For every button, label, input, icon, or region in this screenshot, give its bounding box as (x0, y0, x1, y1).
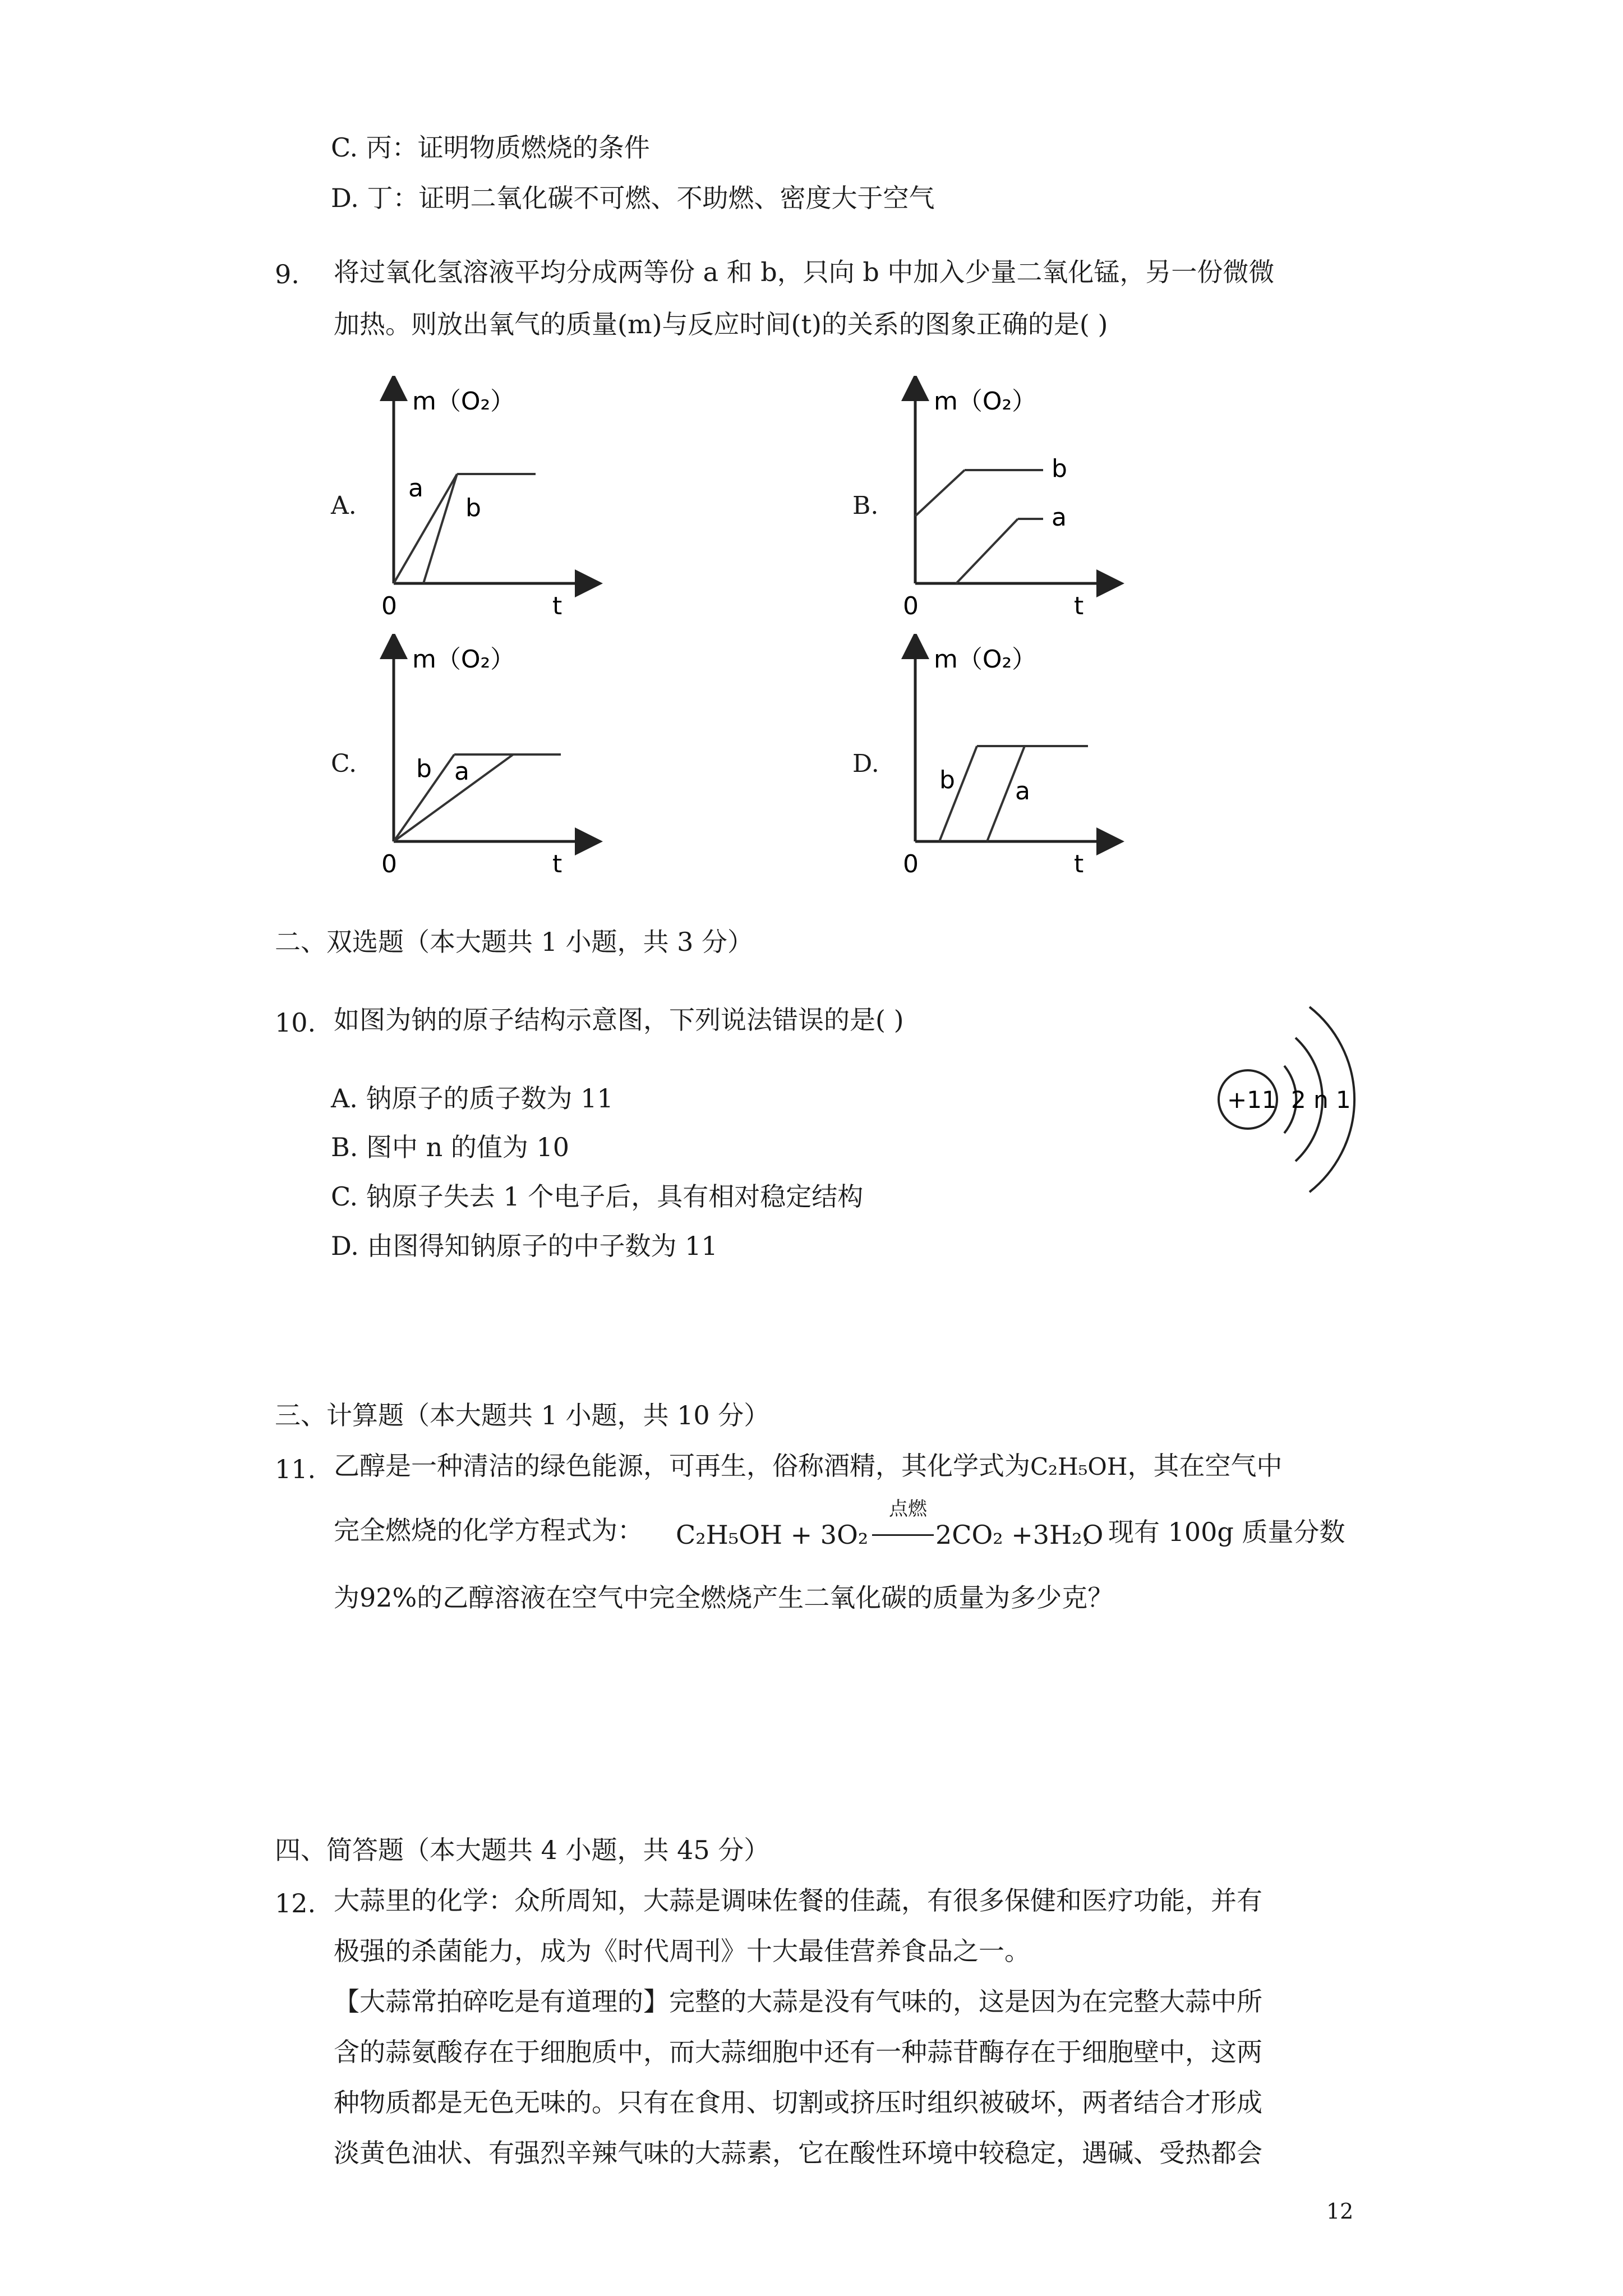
graph-d-option-label: D. (852, 749, 879, 778)
section-4-title: 四、简答题（本大题共 4 小题，共 45 分） (275, 1835, 770, 1865)
q12-line: 淡黄色油状、有强烈辛辣气味的大蒜素，它在酸性环境中较稳定，遇碱、受热都会 (334, 2138, 1262, 2168)
q10-option-a: A. 钠原子的质子数为 11 (331, 1083, 614, 1114)
q9-stem-line2: 加热。则放出氧气的质量(m)与反应时间(t)的关系的图象正确的是( ) (334, 309, 1108, 339)
electron-shell-counts: 2 n 1 (1291, 1086, 1351, 1114)
graph-a-x-label: t (552, 592, 562, 620)
graph-b-label-b: b (1052, 454, 1067, 483)
q11-line2 (334, 1517, 643, 1543)
graph-c-x-label: t (552, 850, 562, 878)
graph-c-label-a: a (454, 757, 469, 786)
graph-c-label-b: b (416, 754, 432, 783)
q10-number: 10. (275, 1007, 316, 1038)
graph-b (892, 376, 1127, 634)
equation-left: C₂H₅OH + 3O₂ (676, 1520, 869, 1550)
graph-a-label-a: a (408, 474, 423, 503)
q12-line: 极强的杀菌能力，成为《时代周刊》十大最佳营养食品之一。 (334, 1936, 1030, 1966)
sodium-atom-diagram (1211, 999, 1413, 1234)
q11-line1 (334, 1453, 1283, 1479)
graph-c (370, 634, 606, 892)
q10-stem: 如图为钠的原子结构示意图，下列说法错误的是( ) (334, 1005, 904, 1035)
q9-stem-line1: 将过氧化氢溶液平均分成两等份 a 和 b，只向 b 中加入少量二氧化锰，另一份微微 (334, 257, 1275, 287)
graph-b-x-label: t (1074, 592, 1084, 620)
equation-arrow (872, 1534, 934, 1536)
graph-b-origin: 0 (903, 592, 919, 620)
graph-d (892, 634, 1127, 892)
graph-c-option-label: C. (331, 749, 357, 778)
graph-a-line-a (394, 474, 457, 583)
q12-number: 12. (275, 1888, 316, 1918)
graph-b-option-label: B. (852, 491, 879, 520)
graph-c-line-a (394, 754, 513, 841)
q12-line: 【大蒜常拍碎吃是有道理的】完整的大蒜是没有气味的，这是因为在完整大蒜中所 (334, 1986, 1262, 2017)
graph-b-y-label: m（O₂） (934, 387, 1037, 416)
section-2-title: 二、双选题（本大题共 1 小题，共 3 分） (275, 927, 754, 957)
graph-b-line-b-rise (915, 470, 965, 516)
graph-a-label-b: b (465, 494, 481, 522)
q8-option-c: C. 丙：证明物质燃烧的条件 (331, 132, 650, 163)
q11-line1-text: 乙醇是一种清洁的绿色能源，可再生，俗称酒精，其化学式为 (334, 1451, 1030, 1481)
q11-line2-tail: ，现有 100g 质量分数 (1082, 1517, 1345, 1547)
graph-a-origin: 0 (381, 592, 397, 620)
equation-condition: 点燃 (889, 1498, 927, 1520)
graph-c-y-label: m（O₂） (412, 645, 515, 674)
q9-number: 9. (275, 259, 299, 289)
section-3-title: 三、计算题（本大题共 1 小题，共 10 分） (275, 1400, 770, 1430)
graph-d-origin: 0 (903, 850, 919, 878)
q10-option-d: D. 由图得知钠原子的中子数为 11 (331, 1231, 718, 1261)
equation-right: 2CO₂ +3H₂O (935, 1520, 1104, 1550)
q11-line2-text: 完全燃烧的化学方程式为： (334, 1515, 643, 1545)
graph-a-option-label: A. (331, 491, 357, 520)
graph-d-label-a: a (1015, 777, 1030, 806)
q11-line3: 为92%的乙醇溶液在空气中完全燃烧产生二氧化碳的质量为多少克？ (334, 1582, 1114, 1613)
nucleus-charge: +11 (1227, 1086, 1277, 1114)
q12-line: 含的蒜氨酸存在于细胞质中，而大蒜细胞中还有一种蒜苷酶存在于细胞壁中，这两 (334, 2037, 1262, 2067)
q10-option-b: B. 图中 n 的值为 10 (331, 1132, 570, 1162)
q10-option-c: C. 钠原子失去 1 个电子后，具有相对稳定结构 (331, 1181, 864, 1212)
ethanol-formula: C₂H₅OH (1030, 1453, 1128, 1480)
graph-d-y-label: m（O₂） (934, 645, 1037, 674)
q11-number: 11. (275, 1454, 316, 1484)
graph-b-label-a: a (1052, 503, 1067, 532)
graph-a-line-b (423, 474, 457, 583)
graph-c-origin: 0 (381, 850, 397, 878)
q11-line1-tail: ，其在空气中 (1127, 1451, 1283, 1481)
q8-option-d: D. 丁：证明二氧化碳不可燃、不助燃、密度大于空气 (331, 183, 935, 213)
graph-d-label-b: b (939, 766, 955, 794)
graph-d-x-label: t (1074, 850, 1084, 878)
graph-a-y-label: m（O₂） (412, 387, 515, 416)
graph-a (370, 376, 606, 634)
q12-line: 种物质都是无色无味的。只有在食用、切割或挤压时组织被破坏，两者结合才形成 (334, 2087, 1262, 2118)
graph-b-line-a-rise (956, 519, 1018, 583)
q12-line: 大蒜里的化学：众所周知，大蒜是调味佐餐的佳蔬，有很多保健和医疗功能，并有 (334, 1885, 1262, 1916)
page-number: 12 (1326, 2199, 1354, 2224)
